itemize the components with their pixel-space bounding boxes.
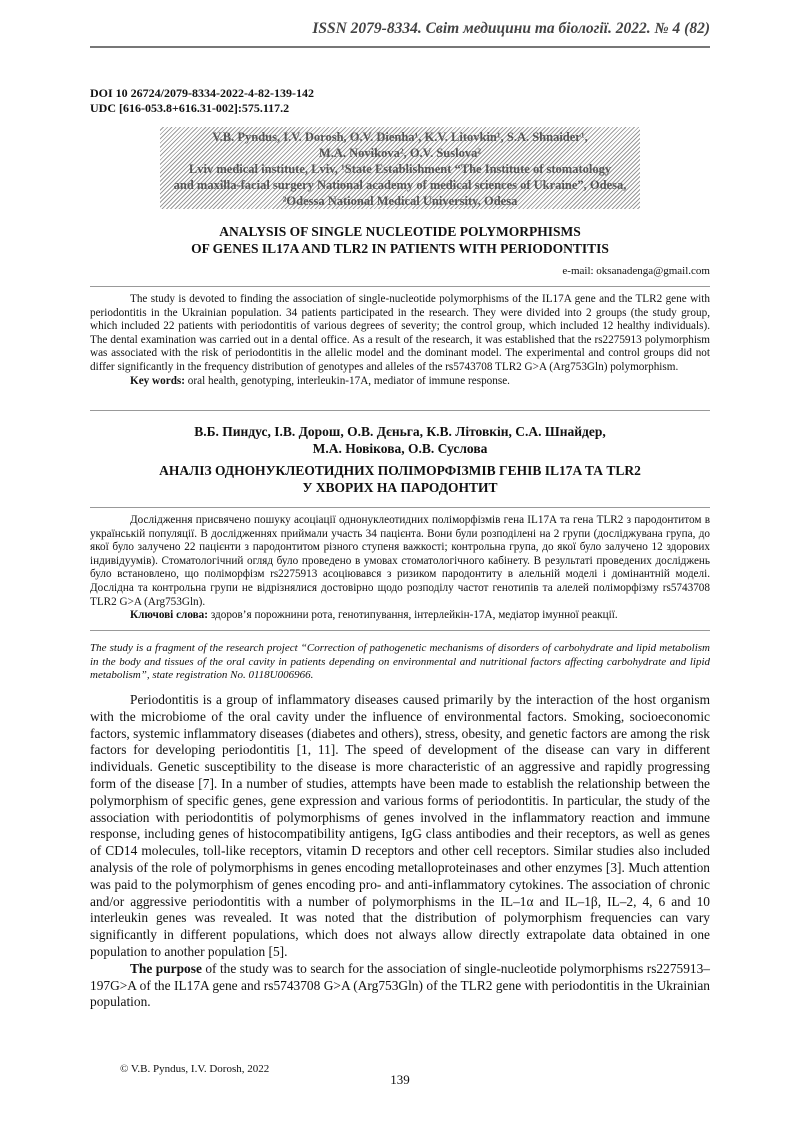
- title-en-line2: OF GENES IL17A AND TLR2 IN PATIENTS WITH PERIODONTITIS: [191, 241, 609, 256]
- title-ua-line1: АНАЛІЗ ОДНОНУКЛЕОТИДНИХ ПОЛІМОРФІЗМІВ ГЕНІВ IL17A ТА TLR2: [159, 463, 641, 478]
- authors-en-line1: V.B. Pyndus, I.V. Dorosh, O.V. Dienha¹, K.V. Litovkin¹, S.A. Shnaider¹,: [212, 130, 588, 144]
- journal-header: ISSN 2079-8334. Світ медицини та біології. 2022. № 4 (82): [312, 20, 710, 37]
- authors-affiliation-block: [160, 127, 640, 209]
- authors-ua-line1: В.Б. Пиндус, І.В. Дорош, О.В. Дєньга, К.В. Літовкін, С.А. Шнайдер,: [194, 424, 606, 439]
- title-ua: [90, 462, 710, 496]
- abstract-en: [90, 293, 710, 388]
- purpose-label: The purpose: [130, 960, 202, 976]
- keywords-ua-list: здоров’я порожнини рота, генотипування, інтерлейкін-17А, медіатор імунної реакції.: [208, 609, 618, 622]
- institution-line1: Lviv medical institute, Lviv, ¹State Establishment “The Institute of stomatology: [188, 162, 612, 176]
- abstract-en-text: The study is devoted to finding the association of single-nucleotide polymorphisms of the IL17A gene and the TLR2 gene with periodontitis in the Ukrainian population. 34 patients participated in the research. They were divided into 2 groups (the study group, which included 22 patients with periodontitis of various degrees of severity; the control group, which included 12 healthy individuals). The dental examination was carried out in a dental office. As a result of the research, it was established that the rs2275913 polymorphism was associated with the risk of periodontitis in the allelic model and the dominant model. The experimental and control groups did not differ significantly in the frequency distribution of genotypes and alleles of the rs5743708 TLR2 G>A (Arg753Gln) polymorphism.: [90, 293, 710, 373]
- title-ua-line2: У ХВОРИХ НА ПАРОДОНТИТ: [302, 480, 498, 495]
- body-paragraph: Periodontitis is a group of inflammatory diseases caused primarily by the interaction of the host organism with the microbiome of the oral cavity under the influence of environmental factors. Smoking, socioeconomic factors, systemic inflammatory diseases (diabetes and others), stress, obesity, and genetic factors are among the risk factors for developing periodontitis [1, 11]. The speed of development of the disease can vary in different individuals. Genetic susceptibility to the disease is more characteristic of an aggressive and rapidly progressing form of the disease [7]. In a number of studies, attempts have been made to establish the relationship between the polymorphism of specific genes, gene expression and various forms of periodontitis. In particular, the study of the association with periodontitis of polymorphisms of genes involved in the inflammatory reaction and immune response, including genes of histocompatibility antigens, IgG class antibodies and their receptors, as well as genes of CD14 molecules, toll-like receptors, vitamin D receptors and other cell receptors. Similar studies also included analysis of the role of polymorphisms in genes encoding metalloproteinases and other enzymes [3]. Much attention was paid to the polymorphism of genes encoding pro- and anti-inflammatory cytokines. The association of chronic and/or aggressive periodontitis with a number of polymorphisms in the IL–1α and IL–1β, IL–2, 4, 6 and 10 interleukin genes was revealed. It was noted that the distribution of polymorphism frequencies can vary significantly in different populations, which does not always allow directly extrapolate data obtained in one population to another population [5].: [90, 692, 710, 959]
- funding-note: The study is a fragment of the research project “Correction of pathogenetic mechanisms of disorders of carbohydrate and lipid metabolism in the body and tissues of the oral cavity in patients depending on environmental and nutritional factors affecting carbohydrate and lipid metabolism”, state registration No. 0118U006966.: [90, 642, 710, 681]
- copyright: © V.B. Pyndus, I.V. Dorosh, 2022: [120, 1063, 270, 1075]
- page-number: 139: [390, 1072, 410, 1087]
- institution-line2: and maxilla-facial surgery National academy of medical sciences of Ukraine”, Odesa,: [173, 178, 627, 192]
- contact-email: e-mail: oksanadenga@gmail.com: [562, 265, 710, 277]
- keywords-en-label: Key words:: [130, 374, 185, 387]
- keywords-en: [90, 375, 710, 389]
- abstract-ua: [90, 514, 710, 623]
- authors-en-line2: M.A. Novikova², O.V. Suslova²: [318, 146, 482, 160]
- body-text: [90, 692, 710, 1011]
- udc: UDC [616-053.8+616.31-002]:575.117.2: [90, 101, 290, 115]
- doi: DOI 10 26724/2079-8334-2022-4-82-139-142: [90, 86, 314, 100]
- divider-rule: [90, 507, 710, 508]
- divider-rule: [90, 410, 710, 411]
- keywords-en-list: oral health, genotyping, interleukin-17A, mediator of immune response.: [185, 374, 510, 387]
- keywords-ua-label: Ключові слова:: [130, 609, 209, 622]
- abstract-ua-text: Дослідження присвячено пошуку асоціації однонуклеотидних поліморфізмів гена IL17A та гена TLR2 з пародонтитом в українській популяції. В дослідженнях приймали участь 34 пацієнта. Вони були розподілені на 2 групи (досліджувана група, до якої було залучено 22 пацієнти з пародонтитом різного ступеня важкості; контрольна група, до якої було залучено 12 здорових індивідуумів). Стоматологічний огляд було проведено в умовах стоматологічного кабінету. В результаті проведених досліджень було встановлено, що поліморфізм rs2275913 асоціювався з ризиком пародонтиту в алельній моделі і домінантній моделі. Дослідна та контрольна групи не відрізнялися достовірно щодо розподілу частот генотипів та алелей поліморфізму rs5743708 TLR2 G>A (Arg753Gln).: [90, 514, 710, 608]
- keywords-ua: [90, 609, 710, 623]
- purpose-text: of the study was to search for the association of single-nucleotide polymorphisms rs2275913–197G>A of the IL17A gene and rs5743708 G>A (Arg753Gln) of the TLR2 gene with periodontitis in the Ukrainian population.: [90, 960, 710, 1010]
- authors-ua-line2: М.А. Новікова, О.В. Суслова: [312, 441, 488, 456]
- divider-rule: [90, 630, 710, 631]
- title-en-line1: ANALYSIS OF SINGLE NUCLEOTIDE POLYMORPHISMS: [219, 224, 581, 239]
- institution-line3: ²Odessa National Medical University, Odesa: [282, 194, 518, 208]
- identifiers: [90, 86, 314, 116]
- divider-rule: [90, 286, 710, 287]
- authors-ua: [90, 423, 710, 457]
- header-rule: [90, 46, 710, 48]
- purpose-paragraph: [90, 961, 710, 1011]
- title-en: [110, 223, 690, 257]
- authors-affiliation-text: [160, 127, 640, 209]
